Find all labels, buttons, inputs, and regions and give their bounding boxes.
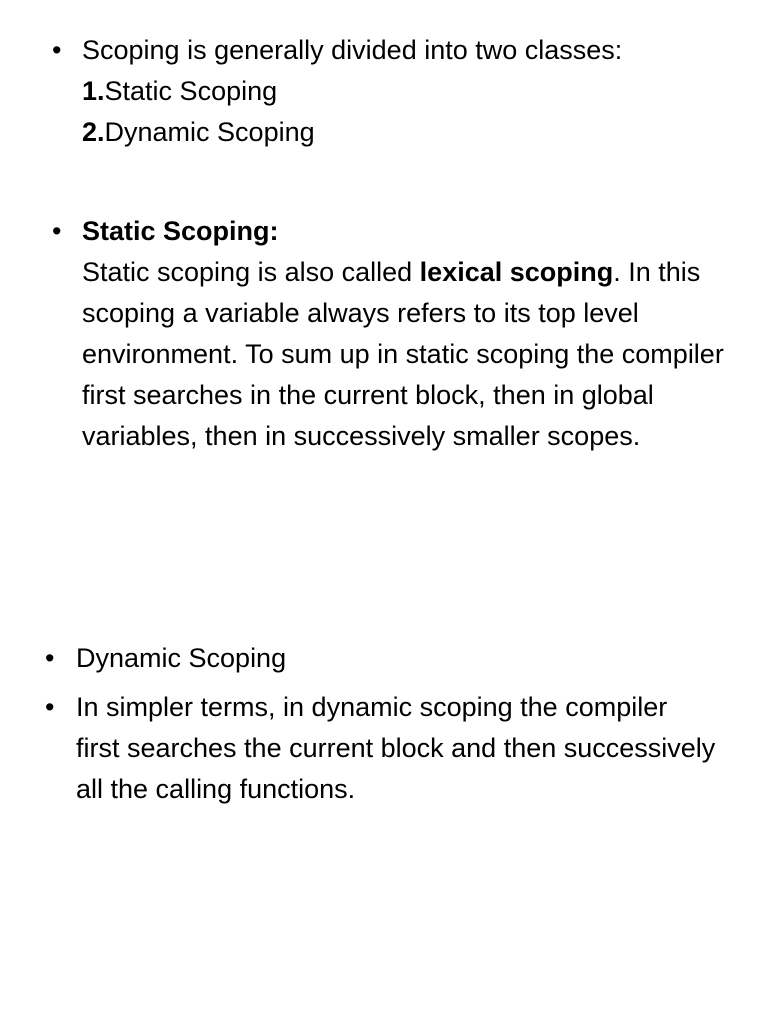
- bullet-text: [82, 211, 732, 457]
- dynamic-scoping-text: In simpler terms, in dynamic scoping the compiler first searches the current block and then successively all the calling functions.: [76, 692, 716, 804]
- static-text-before: Static scoping is also called: [82, 257, 420, 287]
- static-text-after: . In this scoping a variable always refers to its top level environment. To sum up in static scoping the compiler first searches in the current block, then in global variables, then in successively smaller scopes.: [82, 257, 724, 451]
- lexical-scoping-term: lexical scoping: [419, 257, 614, 287]
- list-number-1: 1.: [82, 76, 105, 106]
- bullet-icon: •: [52, 35, 62, 65]
- bullet-text: [82, 30, 732, 153]
- bullet-item: [0, 211, 768, 457]
- static-scoping-heading: Static Scoping:: [82, 216, 279, 246]
- dynamic-scoping-heading: Dynamic Scoping: [76, 643, 287, 673]
- bullet-icon: •: [45, 643, 55, 673]
- list-number-2: 2.: [82, 117, 105, 147]
- bullet-item: [0, 687, 768, 810]
- bullet-icon: •: [52, 216, 62, 246]
- bullet-icon: •: [45, 692, 55, 722]
- list-label-static: Static Scoping: [104, 76, 278, 106]
- bullet-item: [0, 638, 768, 679]
- scoping-intro: Scoping is generally divided into two classes:: [82, 35, 623, 65]
- bullet-item: [0, 30, 768, 153]
- static-scoping-section: [0, 211, 768, 457]
- scoping-classes-section: [0, 30, 768, 153]
- list-label-dynamic: Dynamic Scoping: [104, 117, 315, 147]
- dynamic-scoping-section: [0, 638, 768, 818]
